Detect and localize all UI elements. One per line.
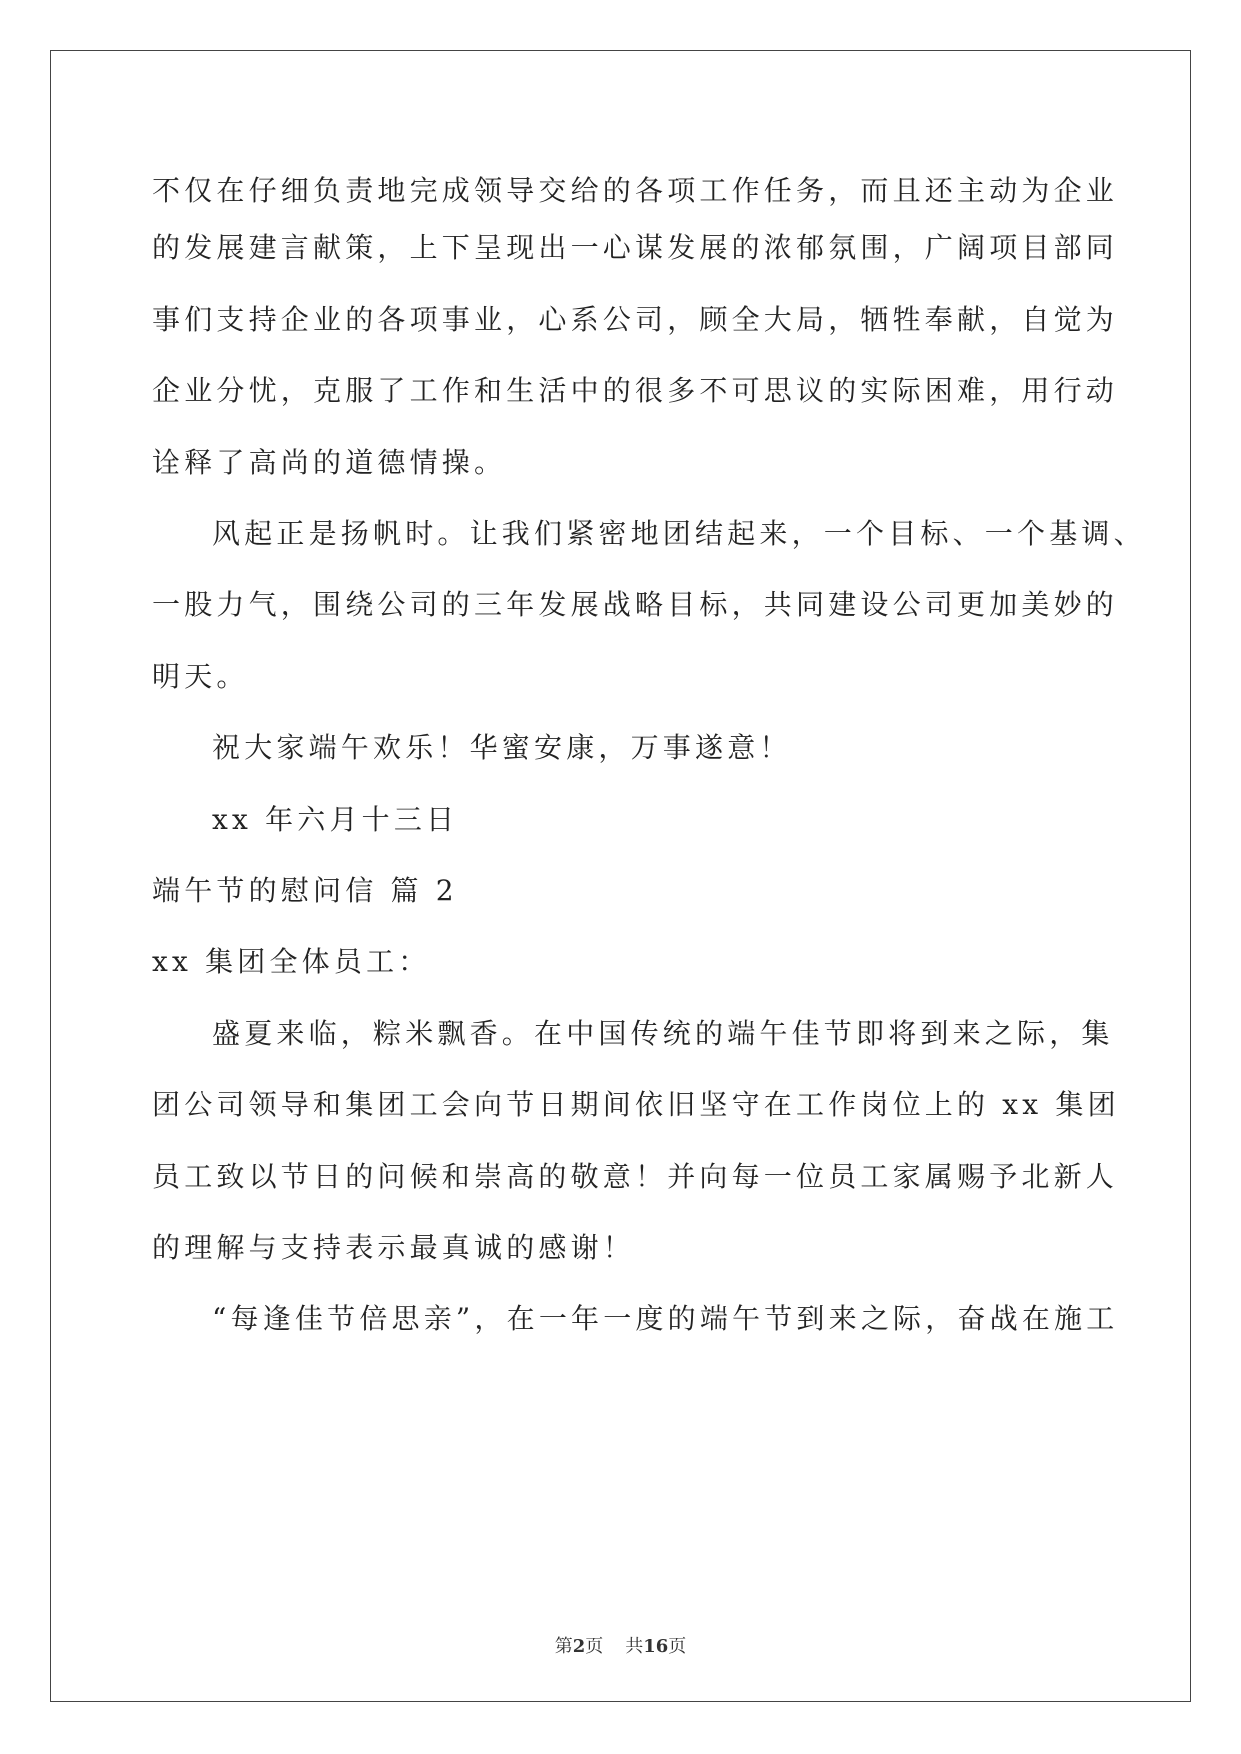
text-line: 明天。 bbox=[152, 660, 249, 693]
total-prefix: 共 bbox=[625, 1636, 644, 1657]
total-suffix: 页 bbox=[668, 1636, 687, 1657]
page-number: 2 bbox=[572, 1636, 586, 1657]
text-line: 诠释了高尚的道德情操。 bbox=[152, 446, 507, 479]
total-pages: 16 bbox=[643, 1636, 669, 1657]
text-line: 员工致以节日的问候和崇高的敬意！并向每一位员工家属赐予北新人 bbox=[152, 1160, 1119, 1193]
text-line: 盛夏来临，粽米飘香。在中国传统的端午佳节即将到来之际，集 bbox=[212, 1017, 1114, 1050]
text-line: 的发展建言献策，上下呈现出一心谋发展的浓郁氛围，广阔项目部同 bbox=[152, 231, 1119, 264]
page-footer bbox=[0, 1632, 1241, 1658]
section-heading: 端午节的慰问信 篇 2 bbox=[152, 874, 458, 907]
text-line: 风起正是扬帆时。让我们紧密地团结起来，一个目标、一个基调、 bbox=[212, 517, 1146, 550]
text-line: “每逢佳节倍思亲”，在一年一度的端午节到来之际，奋战在施工 bbox=[212, 1302, 1119, 1335]
salutation: xx 集团全体员工： bbox=[152, 945, 431, 978]
text-line: 祝大家端午欢乐！华蜜安康，万事遂意！ bbox=[212, 731, 792, 764]
text-line: 团公司领导和集团工会向节日期间依旧坚守在工作岗位上的 xx 集团 bbox=[152, 1088, 1120, 1121]
text-line: 的理解与支持表示最真诚的感谢！ bbox=[152, 1231, 636, 1264]
page-prefix: 第 bbox=[554, 1636, 573, 1657]
text-line: 一股力气，围绕公司的三年发展战略目标，共同建设公司更加美妙的 bbox=[152, 588, 1119, 621]
page-suffix: 页 bbox=[585, 1636, 604, 1657]
text-line: 不仅在仔细负责地完成领导交给的各项工作任务，而且还主动为企业 bbox=[152, 174, 1119, 207]
signature-date: xx 年六月十三日 bbox=[212, 803, 459, 836]
text-line: 事们支持企业的各项事业，心系公司，顾全大局，牺牲奉献，自觉为 bbox=[152, 303, 1119, 336]
text-line: 企业分忧，克服了工作和生活中的很多不可思议的实际困难，用行动 bbox=[152, 374, 1119, 407]
